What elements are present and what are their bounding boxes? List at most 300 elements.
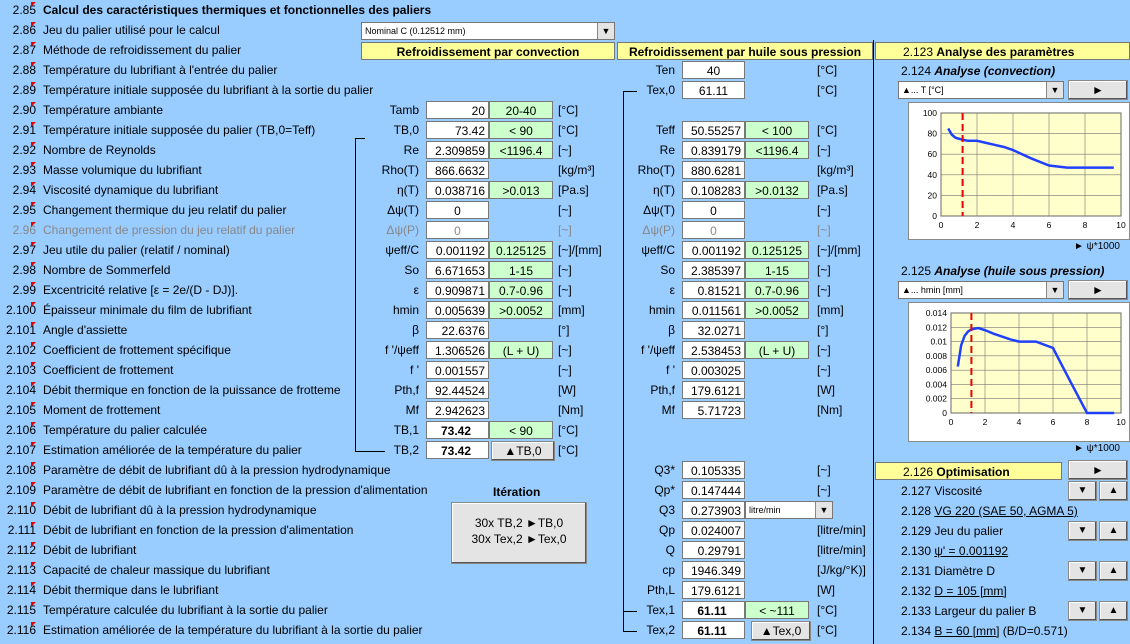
- symbol-label: Q: [665, 543, 675, 557]
- row-number: 2.133: [901, 604, 932, 618]
- symbol-label: Mf: [405, 403, 419, 417]
- limit-cell: >0.0052: [489, 301, 553, 319]
- optimisation-row: [901, 582, 1007, 600]
- clearance-select-value: Nominal C (0.12512 mm): [365, 26, 466, 36]
- value-cell[interactable]: 2.385397: [682, 261, 745, 279]
- symbol-label: Tex,1: [646, 603, 675, 617]
- iterate-button[interactable]: [451, 502, 587, 564]
- value-cell[interactable]: 0.001192: [426, 241, 489, 259]
- comment-marker-icon: [31, 182, 36, 187]
- row-label: Coefficient de frottement spécifique: [43, 343, 231, 357]
- unit-label: [~]: [817, 463, 831, 477]
- comment-marker-icon: [31, 482, 36, 487]
- unit-label: [Pa.s]: [817, 183, 848, 197]
- value-cell[interactable]: 22.6376: [426, 321, 489, 339]
- symbol-label: Δψ(P): [386, 223, 419, 237]
- comment-marker-icon: [31, 122, 36, 127]
- unit-label: [°C]: [817, 63, 838, 77]
- optimisation-row: [901, 542, 1008, 560]
- unit-label: [litre/min]: [817, 543, 866, 557]
- value-cell[interactable]: 1.306526: [426, 341, 489, 359]
- unit-label: [°]: [558, 323, 570, 337]
- symbol-label: ψeff/C: [385, 243, 419, 257]
- symbol-label: Q3: [658, 503, 675, 517]
- right-panel-divider: [873, 40, 874, 644]
- limit-cell: 1-15: [489, 261, 553, 279]
- comment-marker-icon: [31, 522, 36, 527]
- unit-label: [~]: [558, 203, 572, 217]
- value-cell[interactable]: 61.11: [682, 81, 745, 99]
- optimisation-label: Largeur du palier B: [934, 604, 1037, 618]
- unit-label: [~]: [558, 343, 572, 357]
- comment-marker-icon: [31, 42, 36, 47]
- row-number: 2.90: [12, 103, 36, 117]
- row-number: 2.93: [12, 163, 36, 177]
- symbol-label: cp: [662, 563, 675, 577]
- comment-marker-icon: [31, 442, 36, 447]
- row-number: 2.109: [5, 483, 36, 497]
- symbol-label: Pth,f: [394, 383, 419, 397]
- limit-cell: 1-15: [745, 261, 809, 279]
- unit-label: [kg/m³]: [558, 163, 595, 177]
- row-number: 2.91: [12, 123, 36, 137]
- symbol-label: f '/ψeff: [385, 343, 419, 357]
- analysis-param-select-2-value: ▲... hmin [mm]: [902, 285, 963, 295]
- symbol-label: ψeff/C: [641, 243, 675, 257]
- row-number: 2.129: [901, 524, 932, 538]
- optimisation-row: [901, 522, 1003, 540]
- x-tick-label: 2: [982, 417, 988, 427]
- limit-cell: < 90: [489, 421, 553, 439]
- value-cell[interactable]: 73.42: [426, 121, 489, 139]
- value-cell[interactable]: 32.0271: [682, 321, 745, 339]
- optimisation-title: Optimisation: [936, 465, 1010, 479]
- limit-cell: 0.7-0.96: [745, 281, 809, 299]
- symbol-label: ε: [413, 283, 419, 297]
- row-number: 2.111: [7, 523, 36, 537]
- convection-chart: [908, 102, 1130, 240]
- analysis-header: [875, 42, 1130, 60]
- tex-feedback-mid: [623, 611, 637, 612]
- value-cell[interactable]: 40: [682, 61, 745, 79]
- x-tick-label: 0: [938, 220, 944, 230]
- comment-marker-icon: [31, 422, 36, 427]
- row-number: 2.92: [12, 143, 36, 157]
- increase-button[interactable]: ▲: [1099, 481, 1128, 501]
- optimisation-label: Jeu du palier: [934, 524, 1004, 538]
- unit-label: [Nm]: [558, 403, 584, 417]
- tex-feedback-bottom: [623, 631, 637, 632]
- analysis-oil-title: Analyse (huile sous pression): [934, 264, 1105, 278]
- value-cell[interactable]: 0.003025: [682, 361, 745, 379]
- value-cell[interactable]: 0: [682, 201, 745, 219]
- value-cell[interactable]: 0.909871: [426, 281, 489, 299]
- comment-marker-icon: [31, 2, 36, 7]
- unit-label: [°C]: [558, 103, 579, 117]
- value-cell[interactable]: 0.147444: [682, 481, 745, 499]
- unit-label: [Pa.s]: [558, 183, 589, 197]
- unit-label: [~]: [558, 263, 572, 277]
- comment-marker-icon: [31, 602, 36, 607]
- value-cell[interactable]: 2.538453: [682, 341, 745, 359]
- unit-label: [litre/min]: [817, 523, 866, 537]
- value-cell[interactable]: 179.6121: [682, 581, 745, 599]
- value-cell[interactable]: 0.29791: [682, 541, 745, 559]
- optimisation-row: [901, 502, 1078, 520]
- limit-cell: <1196.4: [489, 141, 553, 159]
- unit-label: [°C]: [558, 423, 579, 437]
- comment-marker-icon: [31, 62, 36, 67]
- tex-feedback-line: [623, 91, 624, 631]
- row-number: 2.128: [901, 504, 932, 518]
- analysis-convection-row: [901, 62, 1055, 80]
- unit-label: [~]: [558, 363, 572, 377]
- comment-marker-icon: [31, 502, 36, 507]
- clearance-select[interactable]: [361, 22, 615, 40]
- optimisation-label: Diamètre D: [934, 564, 996, 578]
- limit-cell: < 100: [745, 121, 809, 139]
- value-cell[interactable]: 50.55257: [682, 121, 745, 139]
- comment-marker-icon: [31, 322, 36, 327]
- limit-cell: <1196.4: [745, 141, 809, 159]
- chevron-down-icon: ▼: [815, 502, 832, 518]
- row-number: 2.94: [12, 183, 36, 197]
- row-number: 2.98: [12, 263, 36, 277]
- row-label: Capacité de chaleur massique du lubrifiant: [43, 563, 270, 577]
- unit-label: [~]: [558, 223, 572, 237]
- value-cell[interactable]: 0: [682, 221, 745, 239]
- plot-area: [941, 113, 1121, 216]
- value-cell[interactable]: 179.6121: [682, 381, 745, 399]
- value-cell[interactable]: 5.71723: [682, 401, 745, 419]
- limit-cell: 0.125125: [745, 241, 809, 259]
- chart-2-x-caption: ► ψ*1000: [1074, 443, 1120, 454]
- row-label: Coefficient de frottement: [43, 363, 174, 377]
- header-oil-pressure: Refroidissement par huile sous pression: [617, 42, 873, 60]
- chevron-down-icon: ▼: [1046, 282, 1063, 298]
- comment-marker-icon: [31, 542, 36, 547]
- row-label: Débit thermique en fonction de la puissance de frotteme: [43, 383, 341, 397]
- unit-label: [~]: [817, 363, 831, 377]
- unit-label: [~]: [817, 223, 831, 237]
- symbol-label: Re: [403, 143, 419, 157]
- y-tick-label: 0.006: [925, 365, 947, 376]
- row-number: 2.125: [901, 264, 932, 278]
- y-tick-label: 0.004: [925, 379, 947, 390]
- value-cell[interactable]: 0.273903: [682, 501, 745, 519]
- row-number: 2.107: [5, 443, 36, 457]
- x-tick-label: 10: [1116, 417, 1126, 427]
- limit-cell: 20-40: [489, 101, 553, 119]
- row-label: Température du palier calculée: [43, 423, 208, 437]
- unit-label: [°C]: [817, 123, 838, 137]
- symbol-label: Mf: [661, 403, 675, 417]
- row-label: Épaisseur minimale du film de lubrifiant: [43, 303, 252, 317]
- symbol-label: hmin: [392, 303, 419, 317]
- value-cell[interactable]: 0.108283: [682, 181, 745, 199]
- y-tick-label: 0: [942, 408, 947, 418]
- row-label: Viscosité dynamique du lubrifiant: [43, 183, 219, 197]
- row-label: Angle d'assiette: [43, 323, 128, 337]
- row-label: Température initiale supposée du lubrifiant à la sortie du palier: [43, 83, 374, 97]
- copy-tex0-button[interactable]: ▲Tex,0: [751, 621, 811, 641]
- comment-marker-icon: [31, 622, 36, 627]
- symbol-label: hmin: [648, 303, 675, 317]
- value-cell[interactable]: 0.011561: [682, 301, 745, 319]
- row-number: 2.132: [901, 584, 932, 598]
- value-cell[interactable]: 73.42: [426, 421, 489, 439]
- row-label: Paramètre de débit de lubrifiant dû à la pression hydrodynamique: [43, 463, 391, 477]
- header-convection: Refroidissement par convection: [361, 42, 615, 60]
- optimisation-label: ψ' = 0.001192: [934, 544, 1009, 558]
- comment-marker-icon: [31, 462, 36, 467]
- increase-button[interactable]: ▲: [1099, 601, 1128, 621]
- symbol-label: Pth,f: [650, 383, 675, 397]
- oil-chart: [908, 302, 1130, 442]
- row-label: Débit thermique dans le lubrifiant: [43, 583, 219, 597]
- unit-label: [~]: [558, 283, 572, 297]
- decrease-button[interactable]: ▼: [1068, 481, 1097, 501]
- analysis-header-number: 2.123: [903, 45, 934, 59]
- unit-label: [°C]: [558, 123, 579, 137]
- chevron-down-icon: ▼: [1046, 82, 1063, 98]
- row-number: 2.106: [5, 423, 36, 437]
- value-cell[interactable]: 61.11: [682, 621, 745, 639]
- x-tick-label: 6: [1050, 417, 1056, 427]
- symbol-label: f '/ψeff: [641, 343, 675, 357]
- tb-feedback-top: [355, 138, 365, 139]
- row-number: 2.103: [5, 363, 36, 377]
- unit-label: [°C]: [558, 443, 579, 457]
- comment-marker-icon: [31, 242, 36, 247]
- unit-label: [~]: [817, 263, 831, 277]
- x-tick-label: 4: [1016, 417, 1022, 427]
- optimisation-label: B = 60 [mm]: [934, 624, 1000, 638]
- symbol-label: β: [412, 323, 419, 337]
- value-cell[interactable]: 20: [426, 101, 489, 119]
- unit-label: [~]: [817, 143, 831, 157]
- tb-feedback-line: [355, 138, 356, 451]
- x-tick-label: 10: [1116, 220, 1126, 230]
- y-tick-label: 100: [922, 108, 937, 118]
- unit-label: [mm]: [817, 303, 844, 317]
- row-label: Jeu utile du palier (relatif / nominal): [43, 243, 230, 257]
- optimisation-row: [901, 562, 995, 580]
- row-label: Excentricité relative [ε = 2e/(D - DJ)].: [43, 283, 239, 297]
- flow-unit-select[interactable]: [745, 501, 833, 519]
- row-label: Jeu du palier utilisé pour le calcul: [43, 23, 220, 37]
- comment-marker-icon: [31, 22, 36, 27]
- symbol-label: Q3*: [654, 463, 675, 477]
- limit-cell: >0.013: [489, 181, 553, 199]
- value-cell[interactable]: 0.005639: [426, 301, 489, 319]
- tb-feedback-bottom: [355, 451, 385, 452]
- row-number: 2.100: [5, 303, 36, 317]
- y-tick-label: 20: [927, 190, 937, 201]
- value-cell[interactable]: 0.024007: [682, 521, 745, 539]
- unit-label: [°C]: [817, 603, 838, 617]
- row-number: 2.116: [6, 623, 36, 637]
- limit-cell: >0.0132: [745, 181, 809, 199]
- optimisation-label: Viscosité: [934, 484, 983, 498]
- row-number: 2.88: [12, 63, 36, 77]
- optimisation-row: [901, 602, 1036, 620]
- y-tick-label: 40: [927, 169, 937, 180]
- symbol-label: Qp: [658, 523, 675, 537]
- comment-marker-icon: [31, 342, 36, 347]
- decrease-button[interactable]: ▼: [1068, 521, 1097, 541]
- chevron-down-icon: ▼: [597, 23, 614, 39]
- row-number: 2.104: [5, 383, 36, 397]
- analysis-header-title: Analyse des paramètres: [936, 45, 1075, 59]
- unit-label: [°C]: [817, 623, 838, 637]
- symbol-label: Pth,L: [646, 583, 675, 597]
- run-analysis-1-button[interactable]: ►: [1068, 80, 1128, 100]
- row-number: 2.101: [5, 323, 36, 337]
- value-cell[interactable]: 866.6632: [426, 161, 489, 179]
- symbol-label: Tex,0: [646, 83, 675, 97]
- value-cell[interactable]: 61.11: [682, 601, 745, 619]
- optimisation-label: D = 105 [mm]: [934, 584, 1007, 598]
- x-tick-label: 2: [974, 220, 980, 230]
- row-label: Masse volumique du lubrifiant: [43, 163, 202, 177]
- value-cell[interactable]: 0.001192: [682, 241, 745, 259]
- symbol-label: ε: [669, 283, 675, 297]
- iterate-button-line2: 30x Tex,2 ►Tex,0: [471, 532, 567, 546]
- symbol-label: Teff: [655, 123, 675, 137]
- run-analysis-2-button[interactable]: ►: [1068, 280, 1128, 300]
- iterate-button-line1: 30x TB,2 ►TB,0: [474, 516, 564, 530]
- row-number: 2.86: [12, 23, 36, 37]
- comment-marker-icon: [31, 362, 36, 367]
- row-label: Température initiale supposée du palier (TB,0=Teff): [43, 123, 316, 137]
- iteration-label: Itération: [493, 485, 541, 499]
- comment-marker-icon: [31, 142, 36, 147]
- symbol-label: f ': [410, 363, 419, 377]
- analysis-param-select-1[interactable]: [898, 81, 1064, 99]
- symbol-label: Ten: [655, 63, 675, 77]
- analysis-oil-row: [901, 262, 1104, 280]
- row-number: 2.114: [6, 583, 36, 597]
- comment-marker-icon: [31, 162, 36, 167]
- decrease-button[interactable]: ▼: [1068, 601, 1097, 621]
- unit-label: [Nm]: [817, 403, 843, 417]
- optimisation-header: [875, 462, 1062, 480]
- row-number: 2.95: [12, 203, 36, 217]
- symbol-label: Rho(T): [637, 163, 675, 177]
- symbol-label: Tex,2: [646, 623, 675, 637]
- comment-marker-icon: [31, 202, 36, 207]
- value-cell[interactable]: 0.001557: [426, 361, 489, 379]
- comment-marker-icon: [31, 262, 36, 267]
- row-number: 2.127: [901, 484, 932, 498]
- comment-marker-icon: [31, 402, 36, 407]
- value-cell[interactable]: 0.839179: [682, 141, 745, 159]
- value-cell[interactable]: 0: [426, 201, 489, 219]
- comment-marker-icon: [31, 82, 36, 87]
- run-optimisation-button[interactable]: ►: [1068, 460, 1128, 480]
- value-cell[interactable]: 2.942623: [426, 401, 489, 419]
- row-label: Température du lubrifiant à l'entrée du palier: [43, 63, 278, 77]
- row-number: 2.102: [5, 343, 36, 357]
- unit-label: [~]: [817, 483, 831, 497]
- value-cell[interactable]: 0.81521: [682, 281, 745, 299]
- unit-label: [~]/[mm]: [817, 243, 861, 257]
- decrease-button[interactable]: ▼: [1068, 561, 1097, 581]
- symbol-label: TB,2: [393, 443, 419, 457]
- symbol-label: Δψ(P): [642, 223, 675, 237]
- chart-1-x-caption: ► ψ*1000: [1074, 241, 1120, 252]
- value-cell[interactable]: 2.309859: [426, 141, 489, 159]
- comment-marker-icon: [31, 302, 36, 307]
- increase-button[interactable]: ▲: [1099, 561, 1128, 581]
- limit-cell: >0.0052: [745, 301, 809, 319]
- analysis-convection-title: Analyse (convection): [934, 64, 1056, 78]
- row-label: Méthode de refroidissement du palier: [43, 43, 242, 57]
- unit-label: [W]: [817, 583, 835, 597]
- y-tick-label: 0: [932, 211, 937, 221]
- comment-marker-icon: [31, 562, 36, 567]
- symbol-label: Δψ(T): [387, 203, 419, 217]
- analysis-param-select-2[interactable]: [898, 281, 1064, 299]
- value-cell[interactable]: 73.42: [426, 441, 489, 459]
- comment-marker-icon: [31, 222, 36, 227]
- copy-tb0-button[interactable]: ▲TB,0: [491, 441, 555, 461]
- row-label: Température ambiante: [43, 103, 164, 117]
- row-number: 2.85: [12, 3, 36, 17]
- row-number: 2.112: [6, 543, 36, 557]
- value-cell[interactable]: 92.44524: [426, 381, 489, 399]
- row-number: 2.131: [901, 564, 932, 578]
- flow-unit-select-value: litre/min: [749, 505, 781, 515]
- unit-label: [°]: [817, 323, 829, 337]
- symbol-label: Re: [659, 143, 675, 157]
- symbol-label: So: [404, 263, 419, 277]
- x-tick-label: 8: [1084, 417, 1090, 427]
- limit-cell: (L + U): [489, 341, 553, 359]
- row-number: 2.99: [12, 283, 36, 297]
- y-tick-label: 0.012: [925, 322, 947, 333]
- value-cell[interactable]: 0.038716: [426, 181, 489, 199]
- x-tick-label: 6: [1046, 220, 1052, 230]
- unit-label: [W]: [817, 383, 835, 397]
- row-label: Nombre de Reynolds: [43, 143, 156, 157]
- symbol-label: Δψ(T): [643, 203, 675, 217]
- symbol-label: TB,1: [393, 423, 419, 437]
- symbol-label: Tamb: [389, 103, 419, 117]
- value-cell[interactable]: 0.105335: [682, 461, 745, 479]
- symbol-label: f ': [666, 363, 675, 377]
- comment-marker-icon: [31, 382, 36, 387]
- unit-label: [J/kg/°K)]: [817, 563, 866, 577]
- row-number: 2.124: [901, 64, 932, 78]
- unit-label: [~]: [817, 283, 831, 297]
- value-cell[interactable]: 6.671653: [426, 261, 489, 279]
- value-cell[interactable]: 1946.349: [682, 561, 745, 579]
- row-label: Débit de lubrifiant en fonction de la pression d'alimentation: [43, 523, 354, 537]
- row-label: Changement de pression du jeu relatif du palier: [43, 223, 296, 237]
- value-cell[interactable]: 880.6281: [682, 161, 745, 179]
- increase-button[interactable]: ▲: [1099, 521, 1128, 541]
- row-number: 2.115: [6, 603, 36, 617]
- row-label: Calcul des caractéristiques thermiques et fonctionnelles des paliers: [43, 3, 432, 17]
- symbol-label: Rho(T): [381, 163, 419, 177]
- x-tick-label: 4: [1010, 220, 1016, 230]
- optimisation-label: VG 220 (SAE 50, AGMA 5): [934, 504, 1078, 518]
- value-cell[interactable]: 0: [426, 221, 489, 239]
- row-label: Débit de lubrifiant: [43, 543, 137, 557]
- y-tick-label: 0.01: [930, 336, 947, 347]
